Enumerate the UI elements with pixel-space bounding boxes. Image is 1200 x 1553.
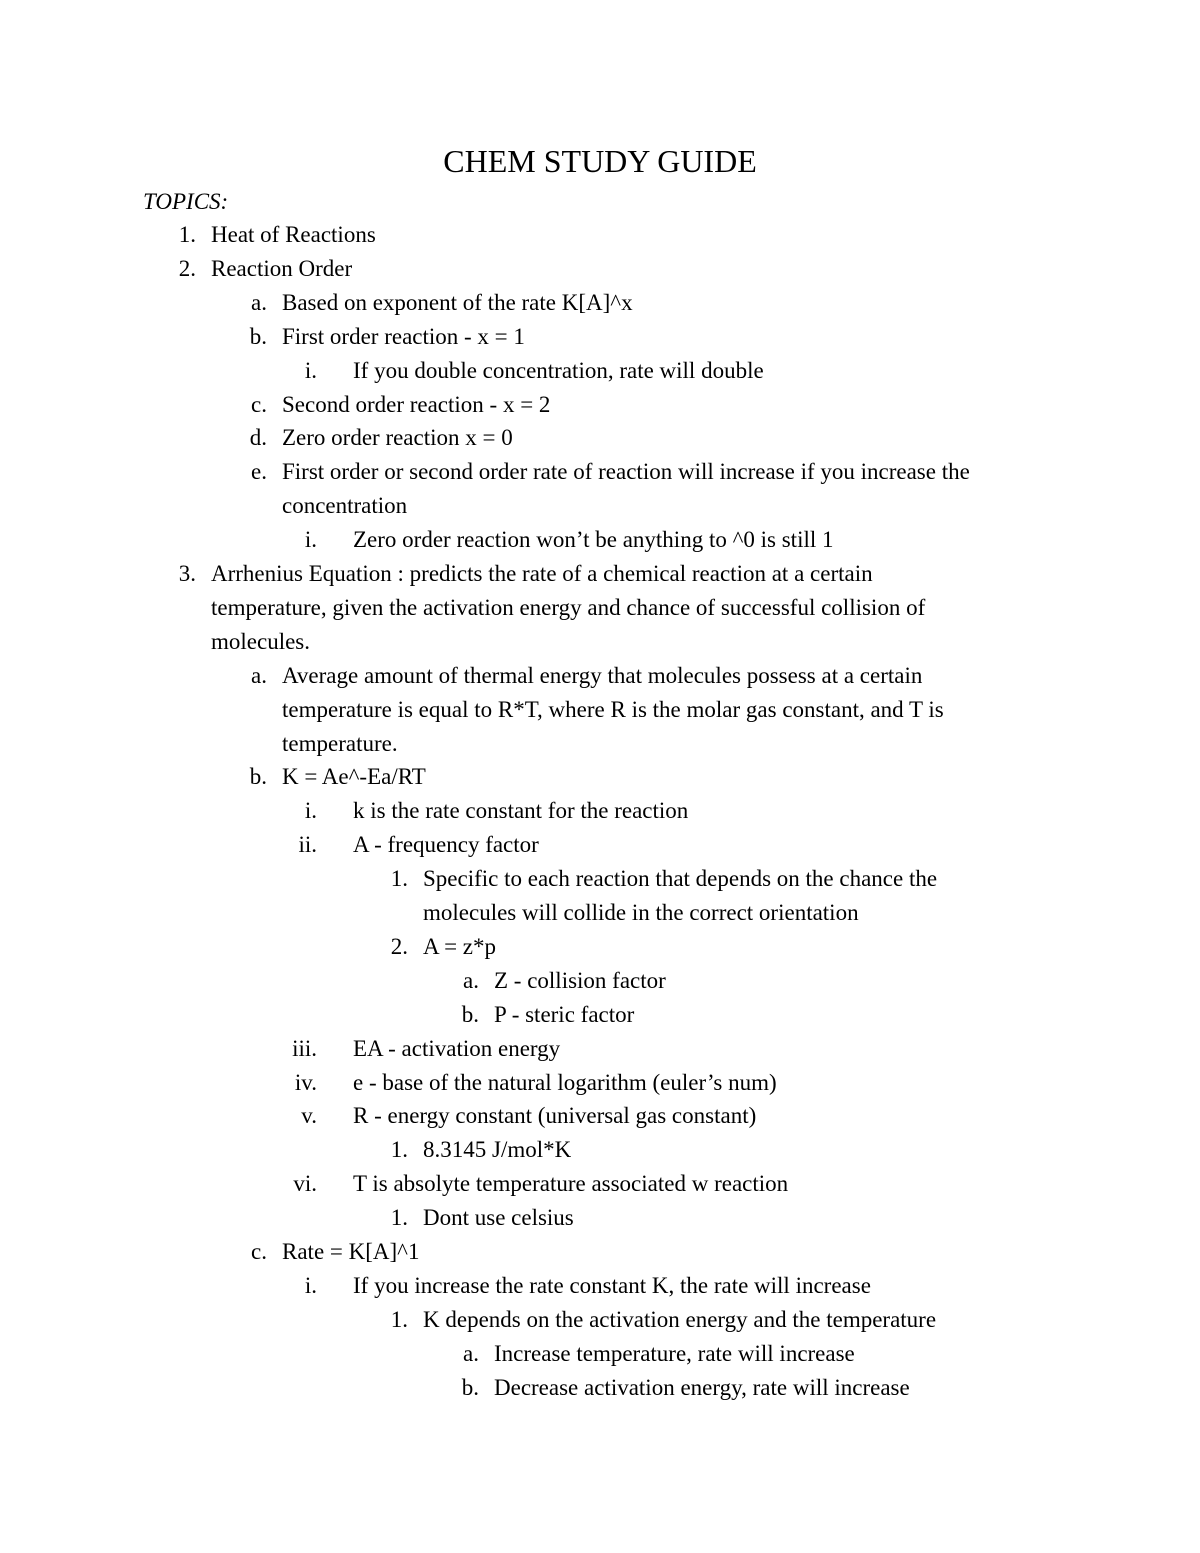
list-item-text: K depends on the activation energy and the temperature xyxy=(423,1307,937,1332)
list-marker: i. xyxy=(304,358,317,383)
list-item xyxy=(0,320,1200,354)
list-item-text: Heat of Reactions xyxy=(211,222,376,247)
list-marker: c. xyxy=(251,1239,267,1264)
list-marker: b. xyxy=(461,1375,479,1400)
list-item xyxy=(0,1337,1200,1371)
list-marker: 2. xyxy=(178,256,196,281)
list-marker: ii. xyxy=(298,832,317,857)
page-title: CHEM STUDY GUIDE xyxy=(443,143,757,179)
list-marker: vi. xyxy=(293,1171,317,1196)
list-marker: 1. xyxy=(178,222,196,247)
list-item xyxy=(0,794,1200,828)
list-marker: e. xyxy=(251,459,267,484)
list-item xyxy=(0,930,1200,964)
list-item-text: T is absolyte temperature associated w reaction xyxy=(353,1171,789,1196)
list-item xyxy=(0,218,1200,252)
list-item-text: Dont use celsius xyxy=(423,1205,574,1230)
topics-heading: TOPICS: xyxy=(143,189,229,214)
list-marker: b. xyxy=(249,764,267,789)
list-item xyxy=(0,659,1200,693)
list-marker: a. xyxy=(251,663,267,688)
list-marker: a. xyxy=(463,968,479,993)
list-marker: d. xyxy=(249,425,267,450)
list-item xyxy=(0,1371,1200,1405)
list-item xyxy=(0,862,1200,896)
list-marker: i. xyxy=(304,527,317,552)
list-item xyxy=(0,1099,1200,1133)
list-item xyxy=(0,1133,1200,1167)
list-item xyxy=(0,252,1200,286)
list-item xyxy=(0,896,1200,930)
list-item xyxy=(0,727,1200,761)
list-marker: 2. xyxy=(390,934,408,959)
list-item xyxy=(0,489,1200,523)
list-item-text: P - steric factor xyxy=(494,1002,635,1027)
list-item-text: R - energy constant (universal gas constant) xyxy=(353,1103,757,1128)
list-item xyxy=(0,421,1200,455)
list-item-text: EA - activation energy xyxy=(353,1036,561,1061)
list-item-text: concentration xyxy=(282,493,408,518)
list-item-text: Reaction Order xyxy=(211,256,353,281)
list-marker: v. xyxy=(301,1103,317,1128)
list-marker: iv. xyxy=(294,1070,317,1095)
list-marker: 1. xyxy=(390,1137,408,1162)
list-marker: iii. xyxy=(292,1036,317,1061)
list-marker: i. xyxy=(304,798,317,823)
list-marker: b. xyxy=(461,1002,479,1027)
list-item-text: A = z*p xyxy=(423,934,497,959)
list-item xyxy=(0,1235,1200,1269)
list-marker: i. xyxy=(304,1273,317,1298)
list-marker: b. xyxy=(249,324,267,349)
list-item xyxy=(0,455,1200,489)
list-item-text: temperature is equal to R*T, where R is the molar gas constant, and T is xyxy=(282,697,944,722)
list-item-text: Specific to each reaction that depends on the chance the xyxy=(423,866,938,891)
list-item xyxy=(0,1269,1200,1303)
list-item-text: Decrease activation energy, rate will increase xyxy=(494,1375,910,1400)
list-item-text: K = Ae^-Ea/RT xyxy=(282,764,426,789)
list-item xyxy=(0,388,1200,422)
list-item xyxy=(0,354,1200,388)
list-item xyxy=(0,828,1200,862)
list-item xyxy=(0,1201,1200,1235)
list-item-text: Average amount of thermal energy that molecules possess at a certain xyxy=(282,663,923,688)
list-item-text: molecules will collide in the correct orientation xyxy=(423,900,859,925)
list-item-text: Second order reaction - x = 2 xyxy=(282,392,551,417)
list-item-text: 8.3145 J/mol*K xyxy=(423,1137,572,1162)
list-item-text: Zero order reaction x = 0 xyxy=(282,425,513,450)
list-item-text: Arrhenius Equation : predicts the rate of a chemical reaction at a certain xyxy=(211,561,873,586)
list-item-text: k is the rate constant for the reaction xyxy=(353,798,689,823)
list-item xyxy=(0,964,1200,998)
list-item xyxy=(0,1066,1200,1100)
list-item-text: If you increase the rate constant K, the rate will increase xyxy=(353,1273,871,1298)
list-marker: 3. xyxy=(178,561,196,586)
list-item-text: Based on exponent of the rate K[A]^x xyxy=(282,290,633,315)
list-item xyxy=(0,760,1200,794)
list-marker: 1. xyxy=(390,1205,408,1230)
list-item xyxy=(0,625,1200,659)
list-marker: 1. xyxy=(390,866,408,891)
list-item xyxy=(0,693,1200,727)
list-item-text: Rate = K[A]^1 xyxy=(282,1239,420,1264)
list-item-text: First order reaction - x = 1 xyxy=(282,324,525,349)
list-item-text: e - base of the natural logarithm (euler’s num) xyxy=(353,1070,777,1095)
list-marker: a. xyxy=(251,290,267,315)
list-item-text: temperature. xyxy=(282,731,398,756)
list-item xyxy=(0,286,1200,320)
list-item-text: First order or second order rate of reaction will increase if you increase the xyxy=(282,459,970,484)
list-marker: a. xyxy=(463,1341,479,1366)
list-item xyxy=(0,1032,1200,1066)
list-item xyxy=(0,523,1200,557)
list-marker: c. xyxy=(251,392,267,417)
list-item-text: molecules. xyxy=(211,629,310,654)
list-item xyxy=(0,1167,1200,1201)
list-item xyxy=(0,557,1200,591)
list-marker: 1. xyxy=(390,1307,408,1332)
list-item-text: Z - collision factor xyxy=(494,968,666,993)
list-item-text: Zero order reaction won’t be anything to ^0 is still 1 xyxy=(353,527,834,552)
list-item xyxy=(0,1303,1200,1337)
list-item xyxy=(0,998,1200,1032)
list-item-text: temperature, given the activation energy and chance of successful collision of xyxy=(211,595,926,620)
list-item-text: A - frequency factor xyxy=(353,832,539,857)
list-item-text: Increase temperature, rate will increase xyxy=(494,1341,855,1366)
list-item-text: If you double concentration, rate will double xyxy=(353,358,764,383)
list-item xyxy=(0,591,1200,625)
